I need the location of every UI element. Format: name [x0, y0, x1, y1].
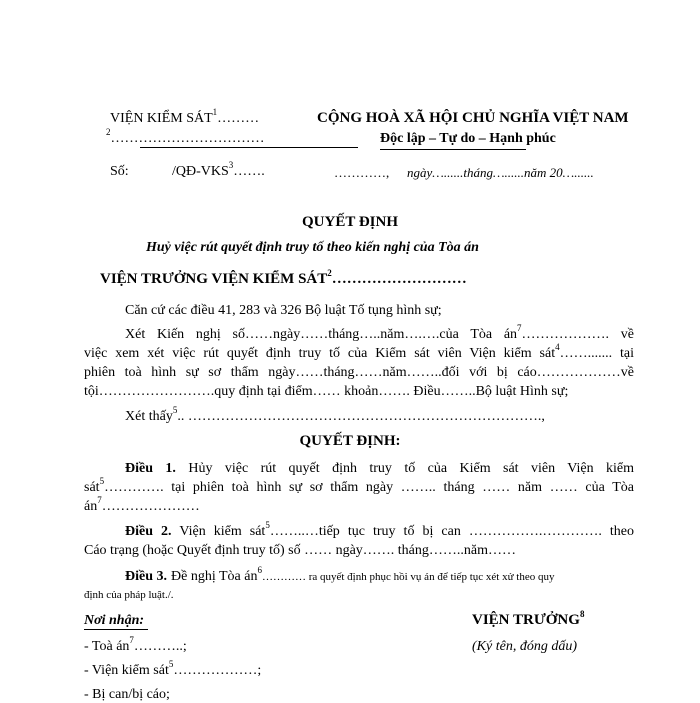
recipients-underline: [84, 629, 148, 630]
signature-note: (Ký tên, đóng dấu): [472, 639, 577, 654]
consideration-line-4: tội…………………….quy định tại điểm…… khoản……. Điều……..Bộ luật Hình sự;: [84, 384, 569, 399]
recipient-item: - Viện kiểm sát$^5$………………;: [84, 659, 262, 678]
consideration-line-2: việc xem xét việc rút quyết định truy tố của Kiểm sát viên Viện kiểm sát$^4$……....... tại: [84, 342, 634, 361]
article-2-line-2: Cáo trạng (hoặc Quyết định truy tố) số …… ngày……. tháng……..năm……: [84, 543, 516, 558]
article-1-line-3: $án^7\dots\dots\dots\dots\dots\dots\dots$: [84, 495, 200, 514]
finding-line: Xét thấy$^5$.. ………………………………………………………………….,: [125, 405, 545, 424]
decision-heading: QUYẾT ĐỊNH:: [299, 433, 401, 449]
motto-underline: [380, 149, 526, 150]
article-3-line-1: Điều 3. Đề nghị Tòa $án^6\dots\dots\dots\dots$ ra quyết định phục hồi vụ án để tiếp tục xét xử theo quy: [125, 564, 555, 584]
consideration-line-3: phiên toà hình sự sơ thẩm ngày……tháng……năm……..đối với bị cáo………………về: [84, 365, 634, 380]
article-3-label: Điều 3.: [125, 569, 167, 584]
country-name: CỘNG HOÀ XÃ HỘI CHỦ NGHĨA VIỆT NAM: [317, 110, 629, 126]
issuer-heading: VIỆN TRƯỞNG VIỆN KIỂM SÁT$^2$………………………: [100, 268, 467, 287]
article-3-line-2: định của pháp luật./.: [84, 589, 174, 601]
document-number: /QĐ-VKS$^3$…….: [172, 160, 265, 179]
date-field: ngày…......tháng…......năm 20…......: [407, 165, 594, 180]
national-motto: Độc lập – Tự do – Hạnh phúc: [380, 131, 556, 146]
document-subtitle: Huỷ việc rút quyết định truy tố theo kiến nghị của Tòa án: [146, 240, 479, 255]
agency-underline: [140, 147, 358, 148]
signature-title: VIỆN TRƯỞNG$^8$: [472, 609, 585, 628]
recipient-item: - Bị can/bị cáo;: [84, 687, 170, 702]
document-number-label: Số:: [110, 164, 129, 179]
document-title: QUYẾT ĐỊNH: [302, 214, 398, 230]
place-field: …………,: [334, 165, 390, 180]
recipient-item: - Toà $án^7\dots\dots\dots$..;: [84, 635, 187, 654]
article-2-label: Điều 2.: [125, 524, 172, 539]
consideration-line-1: Xét Kiến nghị số……ngày……tháng…..năm….….của Tòa $án^7\dots\dots\dots\dots\dots\dots$. về: [125, 323, 635, 342]
article-1-line-1: Điều 1. Hủy việc rút quyết định truy tố của Kiểm sát viên Viện kiểm: [125, 461, 635, 476]
article-2-line-1: Điều 2. Viện kiểm sát$^5$……..…tiếp tục truy tố bị can …………….…………. theo: [125, 520, 635, 539]
article-1-line-2: sát$^5$…………. tại phiên toà hình sự sơ thẩm ngày …….. tháng …… năm …… của Tòa: [84, 476, 634, 495]
agency-name-line2: $^2$……………………………: [106, 127, 265, 146]
article-1-label: Điều 1.: [125, 461, 176, 476]
agency-name: VIỆN KIỂM SÁT$^1$………: [110, 107, 260, 126]
recipients-label: Nơi nhận:: [84, 613, 145, 628]
legal-basis: Căn cứ các điều 41, 283 và 326 Bộ luật Tố tụng hình sự;: [125, 303, 442, 318]
